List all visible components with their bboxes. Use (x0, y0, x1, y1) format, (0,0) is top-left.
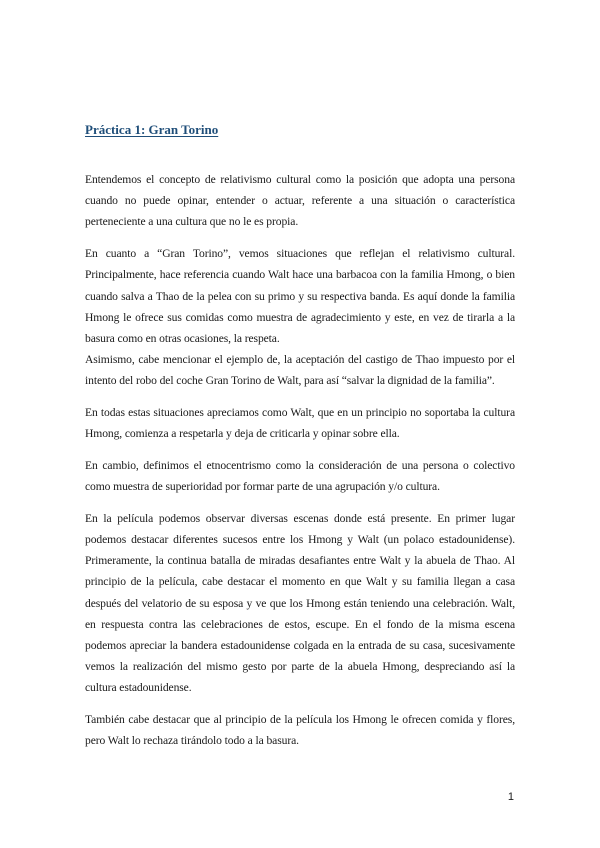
paragraph-walt-respeto: En todas estas situaciones apreciamos como Walt, que en un principio no soportaba la cultura Hmong, comienza a respetarla y deja de criticarla y opinar sobre ella. (85, 406, 515, 441)
paragraph-castigo-thao: Asimismo, cabe mencionar el ejemplo de, la aceptación del castigo de Thao impuesto por el intento del robo del coche Gran Torino de Walt, para así “salvar la dignidad de la familia”. (85, 353, 515, 388)
document-body (85, 169, 515, 762)
paragraph-relativismo-definicion: Entendemos el concepto de relativismo cultural como la posición que adopta una persona cuando no puede opinar, entender o actuar, referente a una situación o característica perteneciente a una cultura que no le es propia. (85, 173, 515, 229)
page-number: 1 (507, 791, 514, 803)
paragraph-comida-flores: También cabe destacar que al principio de la película los Hmong le ofrecen comida y flores, pero Walt lo rechaza tirándolo todo a la basura. (85, 713, 515, 748)
paragraph-escenas-etnocentrismo: En la película podemos observar diversas escenas donde está presente. En primer lugar podemos destacar diferentes sucesos entre los Hmong y Walt (un polaco estadounidense). Primeramente, la continua batalla de miradas desafiantes entre Walt y la abuela de Thao. Al principio de la película, cabe destacar el momento en que Walt y su familia llegan a casa después del velatorio de su esposa y ve que los Hmong están teniendo una celebración. Walt, en respuesta contra las celebraciones de estos, escupe. En el fondo de la misma escena podemos apreciar la bandera estadounidense colgada en la entrada de su casa, sucesivamente vemos la realización del mismo gesto por parte de la abuela Hmong, despreciando así la cultura estadounidense. (85, 511, 515, 695)
paragraph-gran-torino-ejemplos: En cuanto a “Gran Torino”, vemos situaciones que reflejan el relativismo cultural. Principalmente, hace referencia cuando Walt hace una barbacoa con la familia Hmong, o bien cuando salva a Thao de la pelea con su primo y su respectiva banda. Es aquí donde la familia Hmong le ofrece sus comidas como muestra de agradecimiento y este, en vez de tirarla a la basura como en otras ocasiones, la respeta. (85, 247, 515, 345)
document-title: Práctica 1: Gran Torino (85, 122, 219, 137)
paragraph-etnocentrismo-definicion: En cambio, definimos el etnocentrismo como la consideración de una persona o colectivo como muestra de superioridad por formar parte de una agrupación y/o cultura. (85, 458, 515, 494)
